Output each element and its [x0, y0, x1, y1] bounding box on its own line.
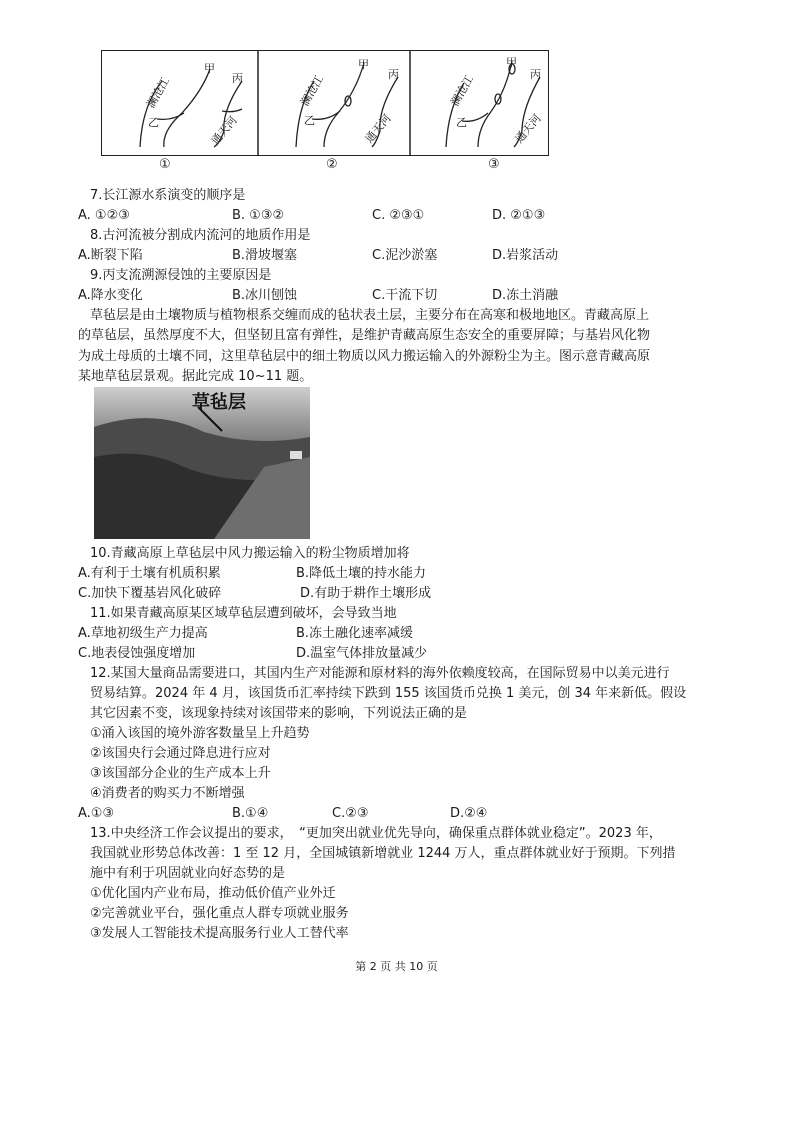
passage-line-4: 某地草毡层景观。据此完成 10~11 题。	[78, 369, 313, 384]
panel-3-caption: ③	[488, 157, 500, 172]
q9-option-d[interactable]: D.冻土消融	[492, 288, 559, 303]
q13-stem-line-3: 施中有利于巩固就业向好态势的是	[90, 866, 286, 881]
q11-options-row1	[78, 624, 718, 644]
passage-line-1: 草毡层是由土壤物质与植物根系交缠而成的毡状表土层，主要分布在高寒和极地地区。青藏高原上	[90, 308, 650, 323]
panel-1-caption: ①	[159, 157, 171, 172]
panel-3-label-lancang: 澜沧江	[448, 73, 476, 109]
panel-2-label-bing: 丙	[388, 68, 399, 81]
panel-3-label-yi: 乙	[456, 116, 467, 129]
q7-stem: 7.长江源水系演变的顺序是	[90, 188, 246, 203]
panel-1-label-bing: 丙	[232, 72, 243, 85]
q12-stem-line-2: 贸易结算。2024 年 4 月，该国货币汇率持续下跌到 155 该国货币兑换 1 美元，创 34 年来新低。假设	[90, 686, 687, 701]
q10-option-a[interactable]: A.有利于土壤有机质积累	[78, 566, 221, 581]
panel-3-label-bing: 丙	[530, 68, 541, 81]
q12-item-3: ③该国部分企业的生产成本上升	[90, 766, 271, 781]
q10-option-d[interactable]: D.有助于耕作土壤形成	[300, 586, 432, 601]
q11-option-a[interactable]: A.草地初级生产力提高	[78, 626, 208, 641]
q7-option-b[interactable]: B. ①③②	[232, 208, 285, 223]
panel-1-label-lancang: 澜沧江	[144, 75, 172, 111]
page-footer: 第 2 页 共 10 页	[355, 960, 438, 973]
q10-options-row2	[78, 584, 718, 604]
panel-2-caption: ②	[326, 157, 338, 172]
passage-line-3: 为成土母质的土壤不同，这里草毡层中的细土物质以风力搬运输入的外源粉尘为主。图示意青藏高原	[78, 349, 651, 364]
q7-options	[78, 206, 718, 226]
q12-item-2: ②该国央行会通过降息进行应对	[90, 746, 271, 761]
q10-option-b[interactable]: B.降低土壤的持水能力	[296, 566, 427, 581]
q10-options-row1	[78, 564, 718, 584]
q9-option-b[interactable]: B.冰川刨蚀	[232, 288, 298, 303]
q8-option-a[interactable]: A.断裂下陷	[78, 248, 143, 263]
q12-option-d[interactable]: D.②④	[450, 806, 488, 821]
panel-3-label-tongtian: 通天河	[512, 111, 544, 146]
passage-line-2: 的草毡层，虽然厚度不大，但坚韧且富有弹性，是维护青藏高原生态安全的重要屏障；与基岩风化物	[78, 328, 651, 343]
q12-item-4: ④消费者的购买力不断增强	[90, 786, 245, 801]
q7-option-a[interactable]: A. ①②③	[78, 208, 130, 223]
q12-option-c[interactable]: C.②③	[332, 806, 369, 821]
q12-stem-line-1: 12.某国大量商品需要进口，其国内生产对能源和原材料的海外依赖度较高，在国际贸易中以美元进行	[90, 666, 670, 681]
panel-2-label-jia: 甲	[358, 58, 369, 71]
river-evolution-figure	[101, 50, 549, 156]
panel-2-label-lancang: 澜沧江	[298, 73, 326, 109]
q11-option-b[interactable]: B.冻土融化速率减缓	[296, 626, 414, 641]
q8-options	[78, 246, 718, 266]
grass-mat-photo	[94, 387, 310, 539]
q13-item-3: ③发展人工智能技术提高服务行业人工替代率	[90, 926, 349, 941]
panel-1-label-yi: 乙	[148, 116, 159, 129]
q7-option-d[interactable]: D. ②①③	[492, 208, 546, 223]
q13-item-2: ②完善就业平台，强化重点人群专项就业服务	[90, 906, 349, 921]
q10-stem: 10.青藏高原上草毡层中风力搬运输入的粉尘物质增加将	[90, 546, 410, 561]
q10-option-c[interactable]: C.加快下覆基岩风化破碎	[78, 586, 222, 601]
q9-options	[78, 286, 718, 306]
q8-option-c[interactable]: C.泥沙淤塞	[372, 248, 438, 263]
q11-option-c[interactable]: C.地表侵蚀强度增加	[78, 646, 196, 661]
q9-option-c[interactable]: C.干流下切	[372, 288, 438, 303]
q9-stem: 9.丙支流溯源侵蚀的主要原因是	[90, 268, 272, 283]
panel-2-label-yi: 乙	[304, 114, 315, 127]
river-panels-svg	[102, 51, 548, 155]
q8-option-b[interactable]: B.滑坡堰塞	[232, 248, 298, 263]
q9-option-a[interactable]: A.降水变化	[78, 288, 143, 303]
q13-stem-line-1: 13.中央经济工作会议提出的要求， “更加突出就业优先导向，确保重点群体就业稳定”。2023 年，	[90, 826, 662, 841]
panel-3-label-jia: 甲	[506, 56, 517, 69]
q12-item-1: ①涌入该国的境外游客数量呈上升趋势	[90, 726, 310, 741]
panel-2-label-tongtian: 通天河	[362, 111, 394, 146]
q11-stem: 11.如果青藏高原某区域草毡层遭到破坏，会导致当地	[90, 606, 397, 621]
panel-1-label-jia: 甲	[204, 62, 215, 75]
q13-item-1: ①优化国内产业布局，推动低价值产业外迁	[90, 886, 336, 901]
q12-option-a[interactable]: A.①③	[78, 806, 115, 821]
q13-stem-line-2: 我国就业形势总体改善：1 至 12 月，全国城镇新增就业 1244 万人，重点群体就业好于预期。下列措	[90, 846, 676, 861]
q11-option-d[interactable]: D.温室气体排放量减少	[296, 646, 428, 661]
panel-1-label-tongtian: 通天河	[208, 113, 240, 148]
q12-stem-line-3: 其它因素不变，该现象持续对该国带来的影响，下列说法正确的是	[90, 706, 468, 721]
q12-options	[78, 804, 718, 824]
q7-option-c[interactable]: C. ②③①	[372, 208, 425, 223]
q11-options-row2	[78, 644, 718, 664]
photo-label: 草毡层	[192, 392, 246, 413]
q12-option-b[interactable]: B.①④	[232, 806, 269, 821]
q8-stem: 8.古河流被分割成内流河的地质作用是	[90, 228, 311, 243]
q8-option-d[interactable]: D.岩浆活动	[492, 248, 559, 263]
